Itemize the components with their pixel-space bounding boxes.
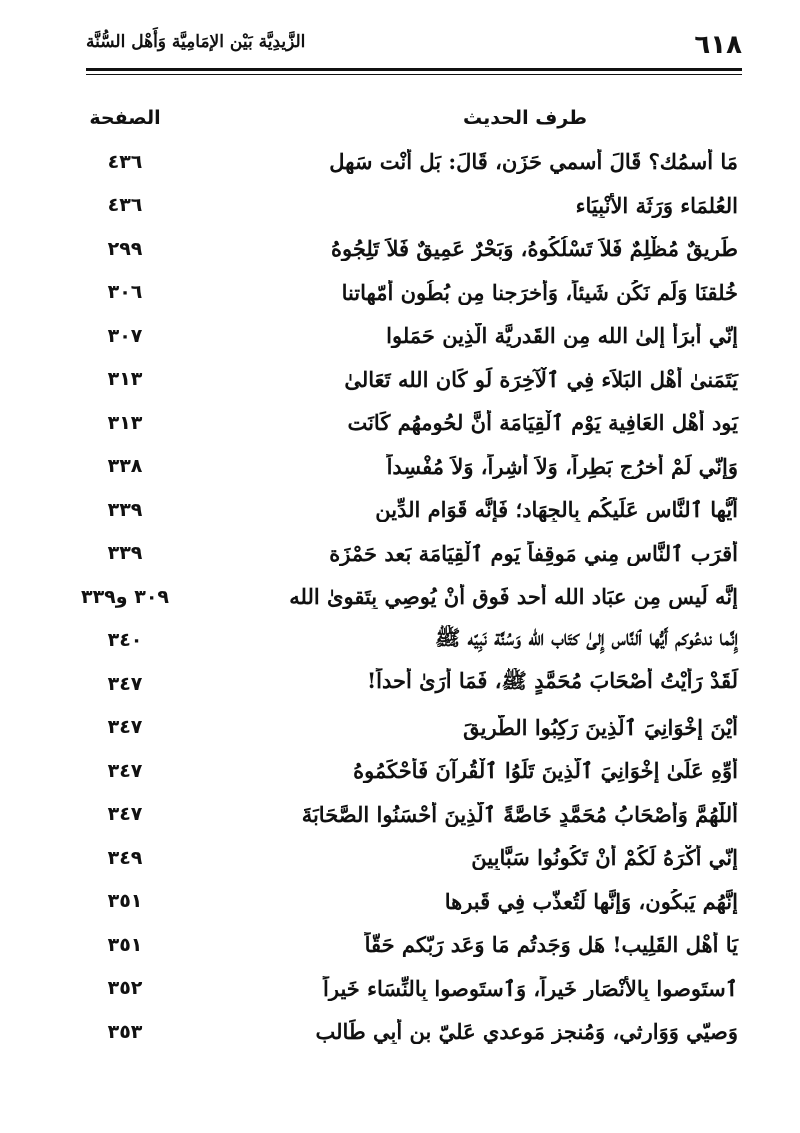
table-row: [60, 314, 750, 358]
hadith-text: إِنَّما ندعُوكم أَيُّها ٱلنَّاس إِلىٰ كتَاب الله وَسُنَّة نَبِيّه ﷺ: [434, 624, 738, 650]
table-row: [60, 358, 750, 402]
page-reference: ٣٤٧: [107, 803, 143, 826]
hadith-text: ٱستَوصوا بِالأَنْصَار خَيراً، وَٱستَوصوا بِالنِّسَاء خَيراً: [323, 975, 738, 1001]
header-rule-thin: [86, 74, 742, 75]
page-reference: ٣٥٣: [107, 1020, 143, 1043]
hadith-text: يَود أَهْل العَافِية يَوْم ٱلْقِيَامَة أَنَّ لحُومهُم كَانَت: [347, 410, 738, 436]
hadith-text: أَللّٰهُمَّ وَأَصْحَابُ مُحَمَّدٍ خَاصَّةً ٱلَّذِينَ أَحْسَنُوا الصَّحَابَةَ: [301, 801, 738, 827]
page-reference: ٣٥٢: [107, 977, 143, 1000]
hadith-text: العُلمَاء وَرَثَة الأَنْبِيَاء: [575, 192, 738, 218]
hadith-text: يَا أَهْل القَلِيب! هَل وَجَدتُم مَا وَعَد رَبّكم حَقّاً: [364, 932, 738, 958]
hadith-text: إِنّي أبرَأ إِلىٰ الله مِن القَدرِيَّة الَّذِين حَمَلوا: [386, 323, 738, 349]
table-row: [60, 271, 750, 315]
table-row: [60, 706, 750, 750]
table-row: [60, 575, 750, 619]
table-row: [60, 1010, 750, 1054]
column-header-hadith: طرف الحديث: [463, 107, 587, 129]
table-row: [60, 749, 750, 793]
hadith-text: طَرِيقٌ مُظْلِمٌ فَلاَ تَسْلُكُوهُ، وَبَحْرٌ عَمِيقٌ فَلاَ تَلِجُوهُ: [331, 236, 738, 262]
page-reference: ٣٣٩: [107, 498, 143, 521]
column-header-page: الصفحة: [89, 107, 161, 129]
hadith-text: أَيْنَ إِخْوَانِيَ ٱلَّذِينَ رَكِبُوا الطَّرِيقَ: [463, 714, 738, 740]
page-reference: ٣٥١: [107, 933, 143, 956]
page-reference: ٣٠٩ و٣٣٩: [80, 585, 170, 608]
hadith-text: أَقرَب ٱلنَّاس مِني مَوقِفاً يَوم ٱلْقِيَامَة بَعد حَمْزَة: [329, 540, 738, 566]
table-row: [60, 488, 750, 532]
running-header: [62, 28, 742, 62]
page-reference: ٣٤٧: [107, 716, 143, 739]
page-number: ٦١٨: [694, 30, 742, 60]
hadith-text: وَصيّي وَوَارثي، وَمُنجز مَوعدي عَليّ بن أَبِي طَالب: [315, 1019, 738, 1045]
page-reference: ٤٣٦: [107, 150, 143, 173]
table-row: [60, 793, 750, 837]
table-row: [60, 880, 750, 924]
table-row: [60, 619, 750, 663]
page-reference: ٣٤٧: [107, 759, 143, 782]
book-title: الزَّيدِيَّة بَيْن الإمَامِيَّة وَأَهْل السُّنَّة: [86, 32, 306, 52]
table-row: [60, 923, 750, 967]
table-row: [60, 140, 750, 184]
hadith-text: إِنّي أَكْرَهُ لَكُمْ أَنْ تَكُونُوا سَبَّابِينَ: [471, 845, 738, 871]
hadith-text: أَوِّهِ عَلَىٰ إِخْوَانِيَ ٱلَّذِينَ تَلَوُا ٱلْقُرآنَ فَأَحْكَمُوهُ: [353, 758, 738, 784]
table-row: [60, 227, 750, 271]
hadith-text: إِنَّه لَيس مِن عبَاد الله أَحد فَوق أَنْ يُوصِي بِتَقوىٰ الله: [289, 584, 738, 610]
hadith-text: وَإِنّي لَمْ أَخرُج بَطِراً، وَلاَ أَشِراً، وَلاَ مُفْسِداً: [386, 453, 738, 479]
table-row: [60, 836, 750, 880]
header-rule-thick: [86, 68, 742, 71]
table-header-row: [60, 98, 750, 138]
table-row: [60, 662, 750, 706]
hadith-text: مَا أسمُك؟ قَالَ أسمي حَزَن، قَالَ: بَل أَنْت سَهل: [329, 149, 738, 175]
page-reference: ٣٠٧: [107, 324, 143, 347]
page-reference: ٣٠٦: [107, 281, 143, 304]
hadith-text: لَقَدْ رَأَيْتُ أَصْحَابَ مُحَمَّدٍ ﷺ، فَمَا أَرَىٰ أَحداً!: [366, 668, 738, 694]
page-reference: ٣١٣: [107, 411, 143, 434]
page-reference: ٣٤٠: [107, 629, 143, 652]
table-row: [60, 401, 750, 445]
table-row: [60, 967, 750, 1011]
page-reference: ٣١٣: [107, 368, 143, 391]
hadith-index-table: [60, 98, 750, 1054]
page-reference: ٣٣٩: [107, 542, 143, 565]
page-reference: ٣٤٧: [107, 672, 143, 695]
table-row: [60, 532, 750, 576]
page-reference: ٣٥١: [107, 890, 143, 913]
table-row: [60, 184, 750, 228]
page-reference: ٣٤٩: [107, 846, 143, 869]
page-reference: ٣٣٨: [107, 455, 143, 478]
table-row: [60, 445, 750, 489]
hadith-text: إِنَّهُم يَبكُون، وَإِنَّها لَتُعذّب فِي قَبرِها: [444, 888, 738, 914]
hadith-text: أَيُّها ٱلنَّاس عَلَيكُم بِالجِهَاد؛ فَإِنَّه قَوَام الدِّين: [375, 497, 738, 523]
table-body: [60, 140, 750, 1054]
page-reference: ٢٩٩: [107, 237, 143, 260]
hadith-text: يَتَمَنىٰ أَهْل البَلاَء فِي ٱلْآخِرَة لَو كَان الله تَعَالىٰ: [344, 366, 738, 392]
hadith-text: خُلقنَا وَلَم نَكُن شَيئاً، وَأُخرَجنا مِن بُطُون أُمّهاتنا: [341, 279, 738, 305]
page-reference: ٤٣٦: [107, 194, 143, 217]
